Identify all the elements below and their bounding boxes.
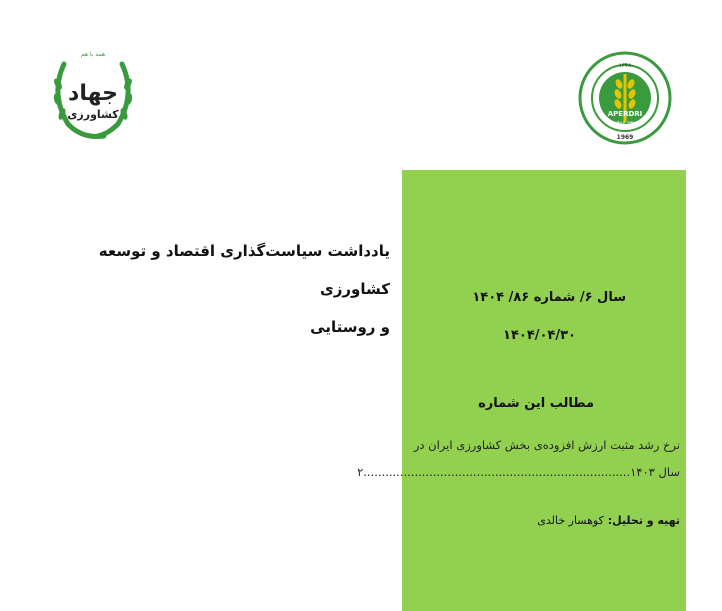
author-line bbox=[537, 514, 680, 527]
aperdri-year-top: ۱۳۴۸ bbox=[618, 62, 632, 69]
title-line-2: و روستایی bbox=[310, 318, 390, 336]
aperdri-sub-text: موسسه پژوهش‌ها bbox=[607, 120, 643, 125]
issue-number: سال ۶/ شماره ۸۶/ ۱۴۰۴ bbox=[472, 290, 626, 305]
toc-article-title-line-1: نرخ رشد مثبت ارزش افزوده‌ی بخش کشاورزی ایران در bbox=[413, 438, 680, 452]
jahad-keshavarzi-logo bbox=[44, 44, 142, 142]
jahad-logo-graphic bbox=[44, 44, 142, 142]
issue-date: ۱۴۰۴/۰۴/۳۰ bbox=[503, 328, 576, 343]
aperdri-logo-graphic bbox=[575, 50, 675, 146]
jahad-logo-year-text: ۱۴۰۳ bbox=[87, 134, 99, 140]
issue-info-panel bbox=[357, 170, 686, 611]
jahad-logo-arc-text: همه با هم bbox=[80, 51, 106, 58]
aperdri-year-bottom: 1969 bbox=[616, 134, 634, 141]
author-label: تهیه و تحلیل: bbox=[607, 514, 680, 527]
document-title bbox=[40, 232, 390, 346]
author-name: کوهسار خالدی bbox=[537, 514, 604, 527]
title-line-1: یادداشت سیاست‌گذاری اقتصاد و توسعه کشاورزی bbox=[98, 242, 390, 298]
jahad-logo-main-text: جهاد bbox=[68, 81, 118, 106]
aperdri-acronym: APERDRI bbox=[607, 110, 643, 118]
contents-heading: مطالب این شماره bbox=[478, 396, 594, 411]
jahad-logo-sub-text: کشاورزی bbox=[67, 108, 119, 121]
toc-article-title-line-2: سال ۱۴۰۳.........................................................................۲ bbox=[357, 465, 680, 479]
aperdri-logo bbox=[575, 50, 675, 146]
